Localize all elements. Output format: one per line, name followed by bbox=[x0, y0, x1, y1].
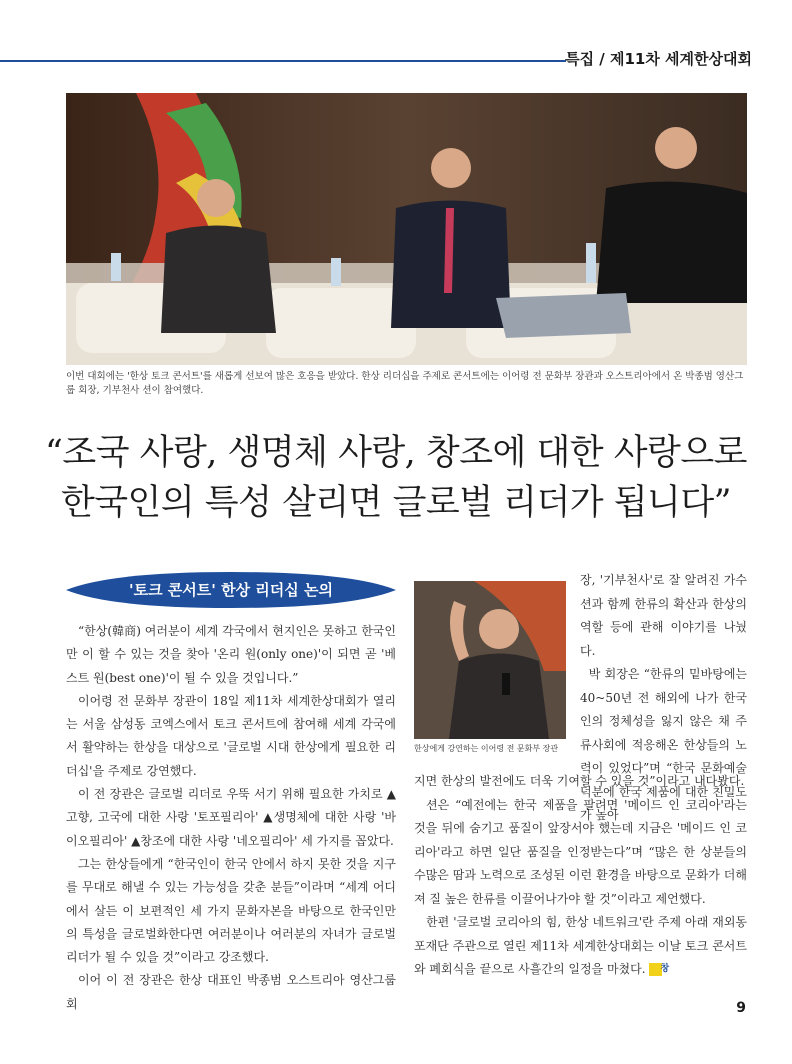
main-photo-caption: 이번 대회에는 '한상 토크 콘서트'를 새롭게 선보여 많은 호응을 받았다. 한상 리더십을 주제로 콘서트에는 이어령 전 문화부 장관과 오스트리아에서 온 박종범 영산그룹 회장, 기부천사 션이 참여했다. bbox=[66, 371, 744, 396]
section-label: 특집 / 제11차 세계한상대회 bbox=[565, 50, 752, 68]
lecture-photo-caption: 한상에게 강연하는 이어령 전 문화부 장관 bbox=[414, 744, 559, 753]
lecture-photo bbox=[414, 581, 566, 739]
body-paragraph: 이어 이 전 장관은 한상 대표인 박종범 오스트리아 영산그룹 회 bbox=[66, 973, 396, 1011]
talk-concert-photo bbox=[66, 93, 747, 365]
left-column bbox=[66, 620, 396, 1016]
body-paragraph: 그는 한상들에게 “한국인이 한국 안에서 하지 못한 것을 지구를 무대로 해낼 수 있는 가능성을 갖춘 분들”이라며 “세계 어디에서 살든 이 보편적인 세 가지 문화자본을 바탕으로 한국인만의 특성을 글로벌화한다면 여러분이나 여러분의 자녀가 글로벌 리더가 될 수 있을 것”이라고 강조했다. bbox=[66, 856, 396, 965]
body-paragraph bbox=[414, 911, 747, 982]
body-paragraph: 이 전 장관은 글로벌 리더로 우뚝 서기 위해 필요한 가치로 ▲고향, 고국에 대한 사랑 '토포필리아' ▲생명체에 대한 사랑 '바이오필리아' ▲창조에 대한 사랑 '네오필리아' 세 가지를 꼽았다. bbox=[66, 787, 396, 848]
headline-line-2: 한국인의 특성 살리면 글로벌 리더가 됩니다” bbox=[60, 483, 732, 523]
end-mark-icon: 창 bbox=[649, 963, 662, 976]
section-banner bbox=[66, 572, 396, 608]
header-rule bbox=[0, 60, 566, 62]
right-wide-column bbox=[414, 770, 747, 982]
body-paragraph: 지면 한상의 발전에도 더욱 기여할 수 있을 것”이라고 내다봤다. bbox=[414, 774, 745, 788]
headline-line-1: “조국 사랑, 생명체 사랑, 창조에 대한 사랑으로 bbox=[45, 433, 747, 473]
body-paragraph: 이어령 전 문화부 장관이 18일 제11차 세계한상대회가 열리는 서울 삼성동 코엑스에서 토크 콘서트에 참여해 세계 각국에서 활약하는 한상을 대상으로 '글로벌 시대 한상에게 필요한 리더십'을 주제로 강연했다. bbox=[66, 693, 396, 778]
body-paragraph: 션은 “예전에는 한국 제품을 팔려면 '메이드 인 코리아'라는 것을 뒤에 숨기고 품질이 앞장서야 했는데 지금은 '메이드 인 코리아'라고 하면 일단 품질을 인정받는다”며 “많은 한 상분들의 수많은 땀과 노력으로 조성된 이런 환경을 바탕으로 문화가 더해져 질 높은 한류를 이끌어나가야 할 것”이라고 제언했다. bbox=[414, 797, 747, 906]
body-paragraph: “한상(韓商) 여러분이 세계 각국에서 현지인은 못하고 한국인만 이 할 수 있는 것을 찾아 '온리 원(only one)'이 되면 곧 '베스트 원(best one)'이 될 수 있을 것입니다.” bbox=[66, 624, 396, 685]
headline bbox=[40, 428, 752, 528]
body-paragraph: 박 회장은 “한류의 밑바탕에는 40~50년 전 해외에 나가 한국인의 정체성을 잃지 않은 채 주류사회에 적응해온 한상들의 노력이 있었다”며 “한국 문화예술 덕분에 한국 제품에 대한 친밀도가 높아 bbox=[580, 667, 747, 822]
body-paragraph: 장, '기부천사'로 잘 알려진 가수 션과 함께 한류의 확산과 한상의 역할 등에 관해 이야기를 나눴다. bbox=[580, 573, 747, 658]
body-paragraph-text: 한편 '글로벌 코리아의 힘, 한상 네트워크'란 주제 아래 재외동포재단 주관으로 열린 제11차 세계한상대회는 이날 토크 콘서트와 폐회식을 끝으로 사흘간의 일정을 마쳤다. bbox=[414, 915, 747, 976]
page-number: 9 bbox=[736, 1000, 746, 1016]
section-banner-title: '토크 콘서트' 한상 리더십 논의 bbox=[129, 581, 333, 599]
